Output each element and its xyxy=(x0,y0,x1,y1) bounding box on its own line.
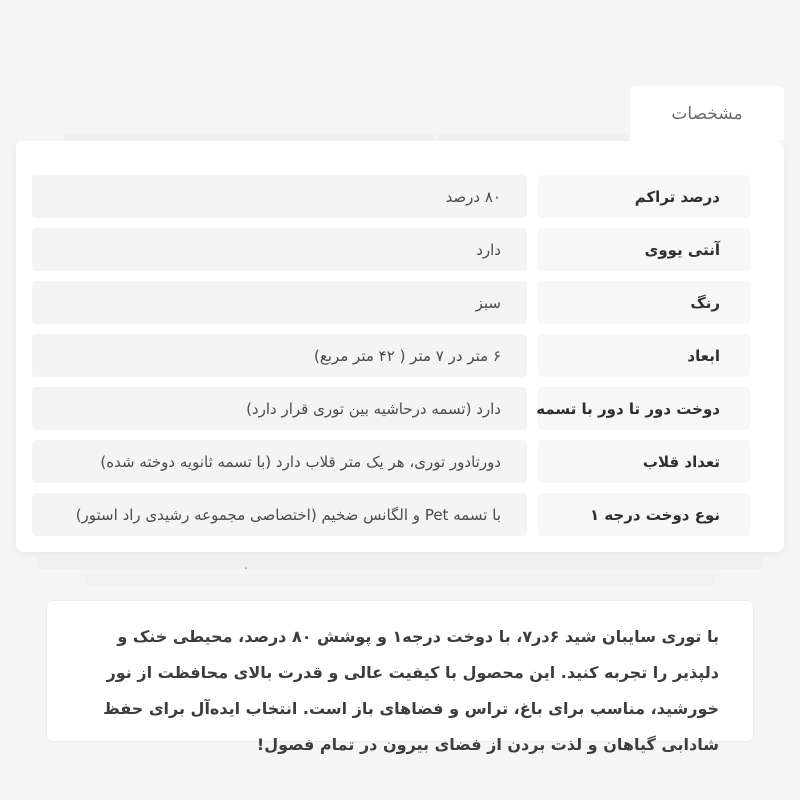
spec-value-hook-count: دورتادور توری، هر یک متر قلاب دارد (با تسمه ثانویه دوخته شده) xyxy=(32,440,527,483)
spec-value-density: ۸۰ درصد xyxy=(32,175,527,218)
spec-value-dimensions: ۶ متر در ۷ متر ( ۴۲ متر مربع) xyxy=(32,334,527,377)
spec-row-stitch-type xyxy=(32,493,750,536)
spec-label-anti-uv: آنتی یووی xyxy=(538,228,750,271)
spec-row-color xyxy=(32,281,750,324)
spec-value-stitch-type: با تسمه Pet و الگانس ضخیم (اختصاصی مجموعه رشیدی راد استور) xyxy=(32,493,527,536)
spec-value-stitching-strap: دارد (تسمه درحاشیه بین توری قرار دارد) xyxy=(32,387,527,430)
stray-dot: . xyxy=(244,558,248,572)
spec-row-anti-uv xyxy=(32,228,750,271)
spec-label-color: رنگ xyxy=(538,281,750,324)
spec-label-dimensions: ابعاد xyxy=(538,334,750,377)
spec-label-stitching-strap: دوخت دور تا دور با تسمه xyxy=(538,387,750,430)
spec-row-hook-count xyxy=(32,440,750,483)
spec-value-color: سبز xyxy=(32,281,527,324)
spec-label-stitch-type: نوع دوخت درجه ۱ xyxy=(538,493,750,536)
product-description-text: با توری سایبان شید ۶در۷، با دوخت درجه۱ و پوشش ۸۰ درصد، محیطی خنک و دلپذیر را تجربه کنید. این محصول با کیفیت عالی و قدرت بالای محافظت از نور خورشید، مناسب برای باغ، تراس و فضاهای باز است. انتخاب ایده‌آل برای حفظ شادابی گیاهان و لذت بردن از فضای بیرون در تمام فصول! xyxy=(103,627,719,754)
product-description-card xyxy=(46,600,754,754)
spec-row-dimensions xyxy=(32,334,750,377)
spec-label-hook-count: تعداد قلاب xyxy=(538,440,750,483)
tab-specifications[interactable] xyxy=(630,86,784,141)
collapsed-section-remnant-2 xyxy=(85,574,715,586)
specifications-panel xyxy=(16,141,784,552)
spec-label-density: درصد تراکم xyxy=(538,175,750,218)
spec-row-stitching-strap xyxy=(32,387,750,430)
collapsed-section-remnant-1 xyxy=(37,556,763,569)
spec-row-density xyxy=(32,175,750,218)
spec-value-anti-uv: دارد xyxy=(32,228,527,271)
tab-specifications-label: مشخصات xyxy=(671,103,743,124)
